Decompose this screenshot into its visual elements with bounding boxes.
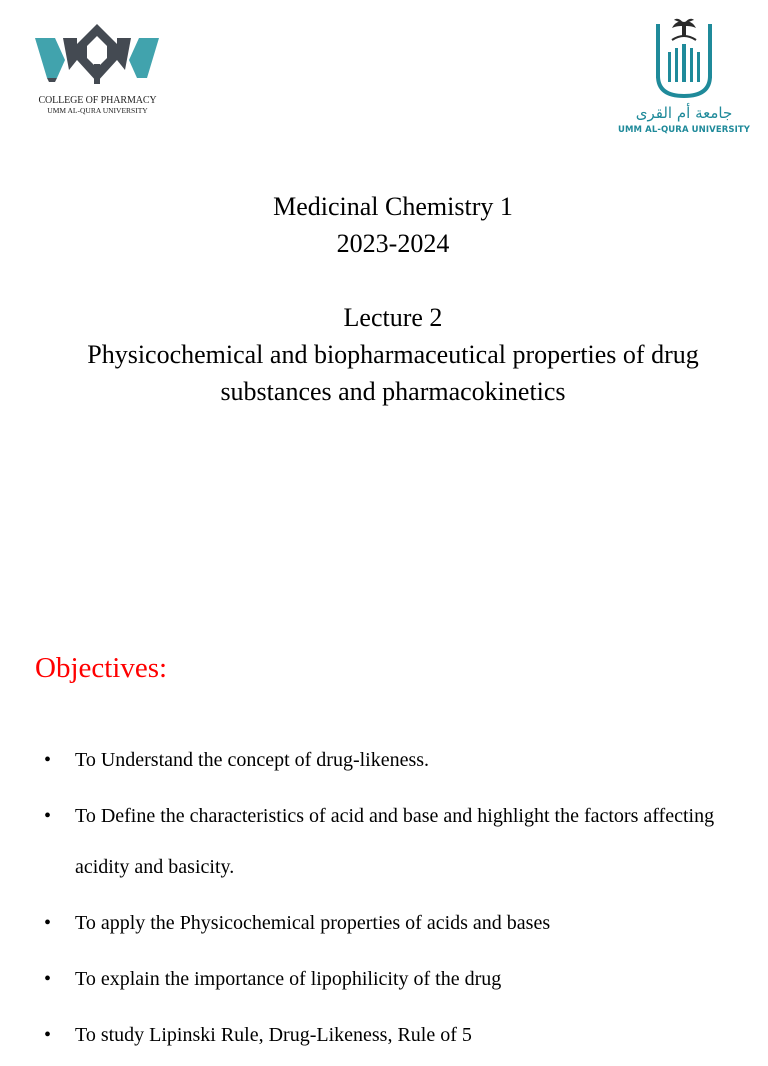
bullet-icon: • (44, 805, 52, 827)
bullet-icon: • (44, 912, 52, 934)
lecture-number: Lecture 2 (343, 303, 443, 332)
objective-text: To apply the Physicochemical properties of acids and bases (75, 912, 551, 934)
objective-item (0, 735, 768, 786)
uqu-monogram-icon (33, 20, 161, 92)
bullet-icon: • (44, 1024, 52, 1046)
course-title: Medicinal Chemistry 1 (273, 192, 513, 221)
academic-year: 2023-2024 (336, 229, 450, 258)
college-of-pharmacy-logo (30, 20, 165, 120)
objectives-heading: Objectives: (35, 652, 168, 684)
objective-item (0, 1010, 768, 1061)
college-name: COLLEGE OF PHARMACY (38, 95, 157, 106)
title-block (0, 188, 768, 410)
bullet-icon: • (44, 749, 52, 771)
objectives-list (0, 735, 768, 1066)
objective-item (0, 791, 768, 893)
objective-text: To study Lipinski Rule, Drug-Likeness, Rule of 5 (75, 1024, 472, 1046)
objective-text: To Understand the concept of drug-likeness. (75, 749, 430, 771)
objective-item (0, 898, 768, 949)
university-english-name: UMM AL-QURA UNIVERSITY (617, 125, 751, 135)
bullet-icon: • (44, 968, 52, 990)
objective-text: To explain the importance of lipophilicity of the drug (75, 968, 502, 990)
umm-al-qura-university-logo (610, 18, 758, 143)
objective-item (0, 954, 768, 1005)
university-name-small: UMM AL-QURA UNIVERSITY (47, 106, 148, 115)
title-spacer (18, 262, 768, 299)
university-arabic-name: جامعة أم القرى (635, 104, 733, 122)
university-emblem-icon (650, 18, 718, 102)
lecture-topic: Physicochemical and biopharmaceutical properties of drug substances and pharmacokinetics (87, 340, 699, 406)
objective-text: To Define the characteristics of acid and base and highlight the factors affecting acidity and basicity. (75, 805, 715, 878)
